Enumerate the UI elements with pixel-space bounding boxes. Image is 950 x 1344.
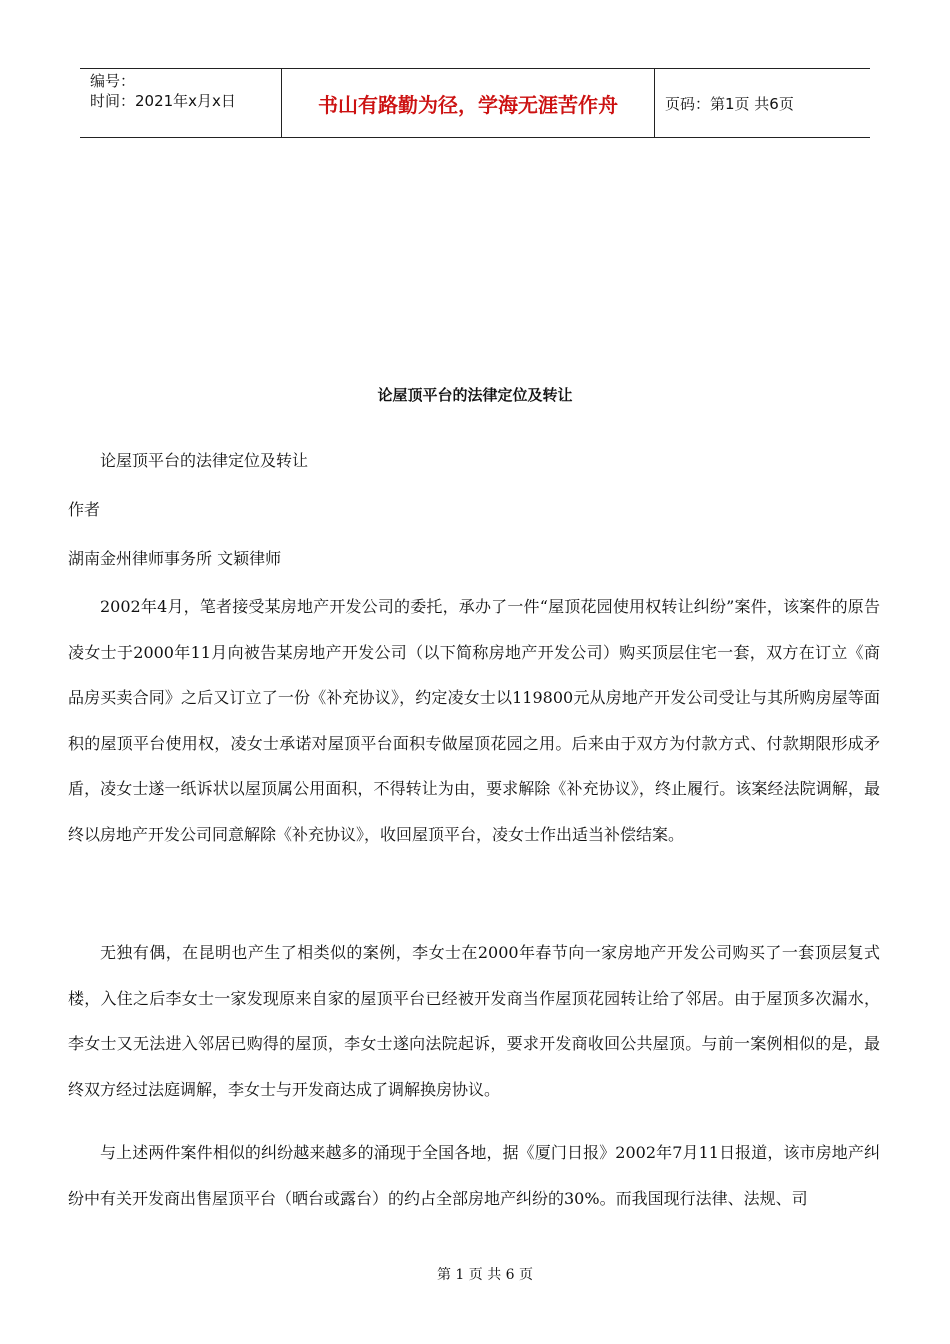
motto: 书山有路勤为径，学海无涯苦作舟 [282, 69, 655, 137]
paragraph-1: 2002年4月，笔者接受某房地产开发公司的委托，承办了一件“屋顶花园使用权转让纠纷”案件，该案件的原告凌女士于2000年11月向被告某房地产开发公司（以下简称房地产开发公司）购买顶层住宅一套，双方在订立《商品房买卖合同》之后又订立了一份《补充协议》，约定凌女士以119800元从房地产开发公司受让与其所购房屋等面积的屋顶平台使用权，凌女士承诺对屋顶平台面积专做屋顶花园之用。后来由于双方为付款方式、付款期限形成矛盾，凌女士遂一纸诉状以屋顶属公用面积，不得转让为由，要求解除《补充协议》，终止履行。该案经法院调解，最终以房地产开发公司同意解除《补充协议》，收回屋顶平台，凌女士作出适当补偿结案。 [68, 597, 880, 844]
page-footer: 第 1 页 共 6 页 [436, 1267, 534, 1283]
paragraph-2: 无独有偶，在昆明也产生了相类似的案例，李女士在2000年春节向一家房地产开发公司购买了一套顶层复式楼，入住之后李女士一家发现原来自家的屋顶平台已经被开发商当作屋顶花园转让给了邻居。由于屋顶多次漏水，李女士又无法进入邻居已购得的屋顶，李女士遂向法院起诉，要求开发商收回公共屋顶。与前一案例相似的是，最终双方经过法庭调解，李女士与开发商达成了调解换房协议。 [68, 943, 880, 1099]
page-info: 页码：第1页 共6页 [665, 94, 794, 113]
author-name: 湖南金州律师事务所 文颖律师 [68, 549, 282, 568]
page-header [80, 68, 870, 138]
author-label: 作者 [68, 500, 101, 519]
paragraph-3: 与上述两件案件相似的纠纷越来越多的涌现于全国各地，据《厦门日报》2002年7月11日报道，该市房地产纠纷中有关开发商出售屋顶平台（晒台或露台）的约占全部房地产纠纷的30%。而我国现行法律、法规、司 [68, 1143, 880, 1208]
serial-label: 编号： [90, 72, 136, 90]
time-label: 时间：2021年x月x日 [90, 92, 236, 110]
document-title: 论屋顶平台的法律定位及转让 [377, 386, 573, 404]
document-subtitle: 论屋顶平台的法律定位及转让 [100, 451, 309, 470]
header-meta-cell [80, 69, 282, 137]
